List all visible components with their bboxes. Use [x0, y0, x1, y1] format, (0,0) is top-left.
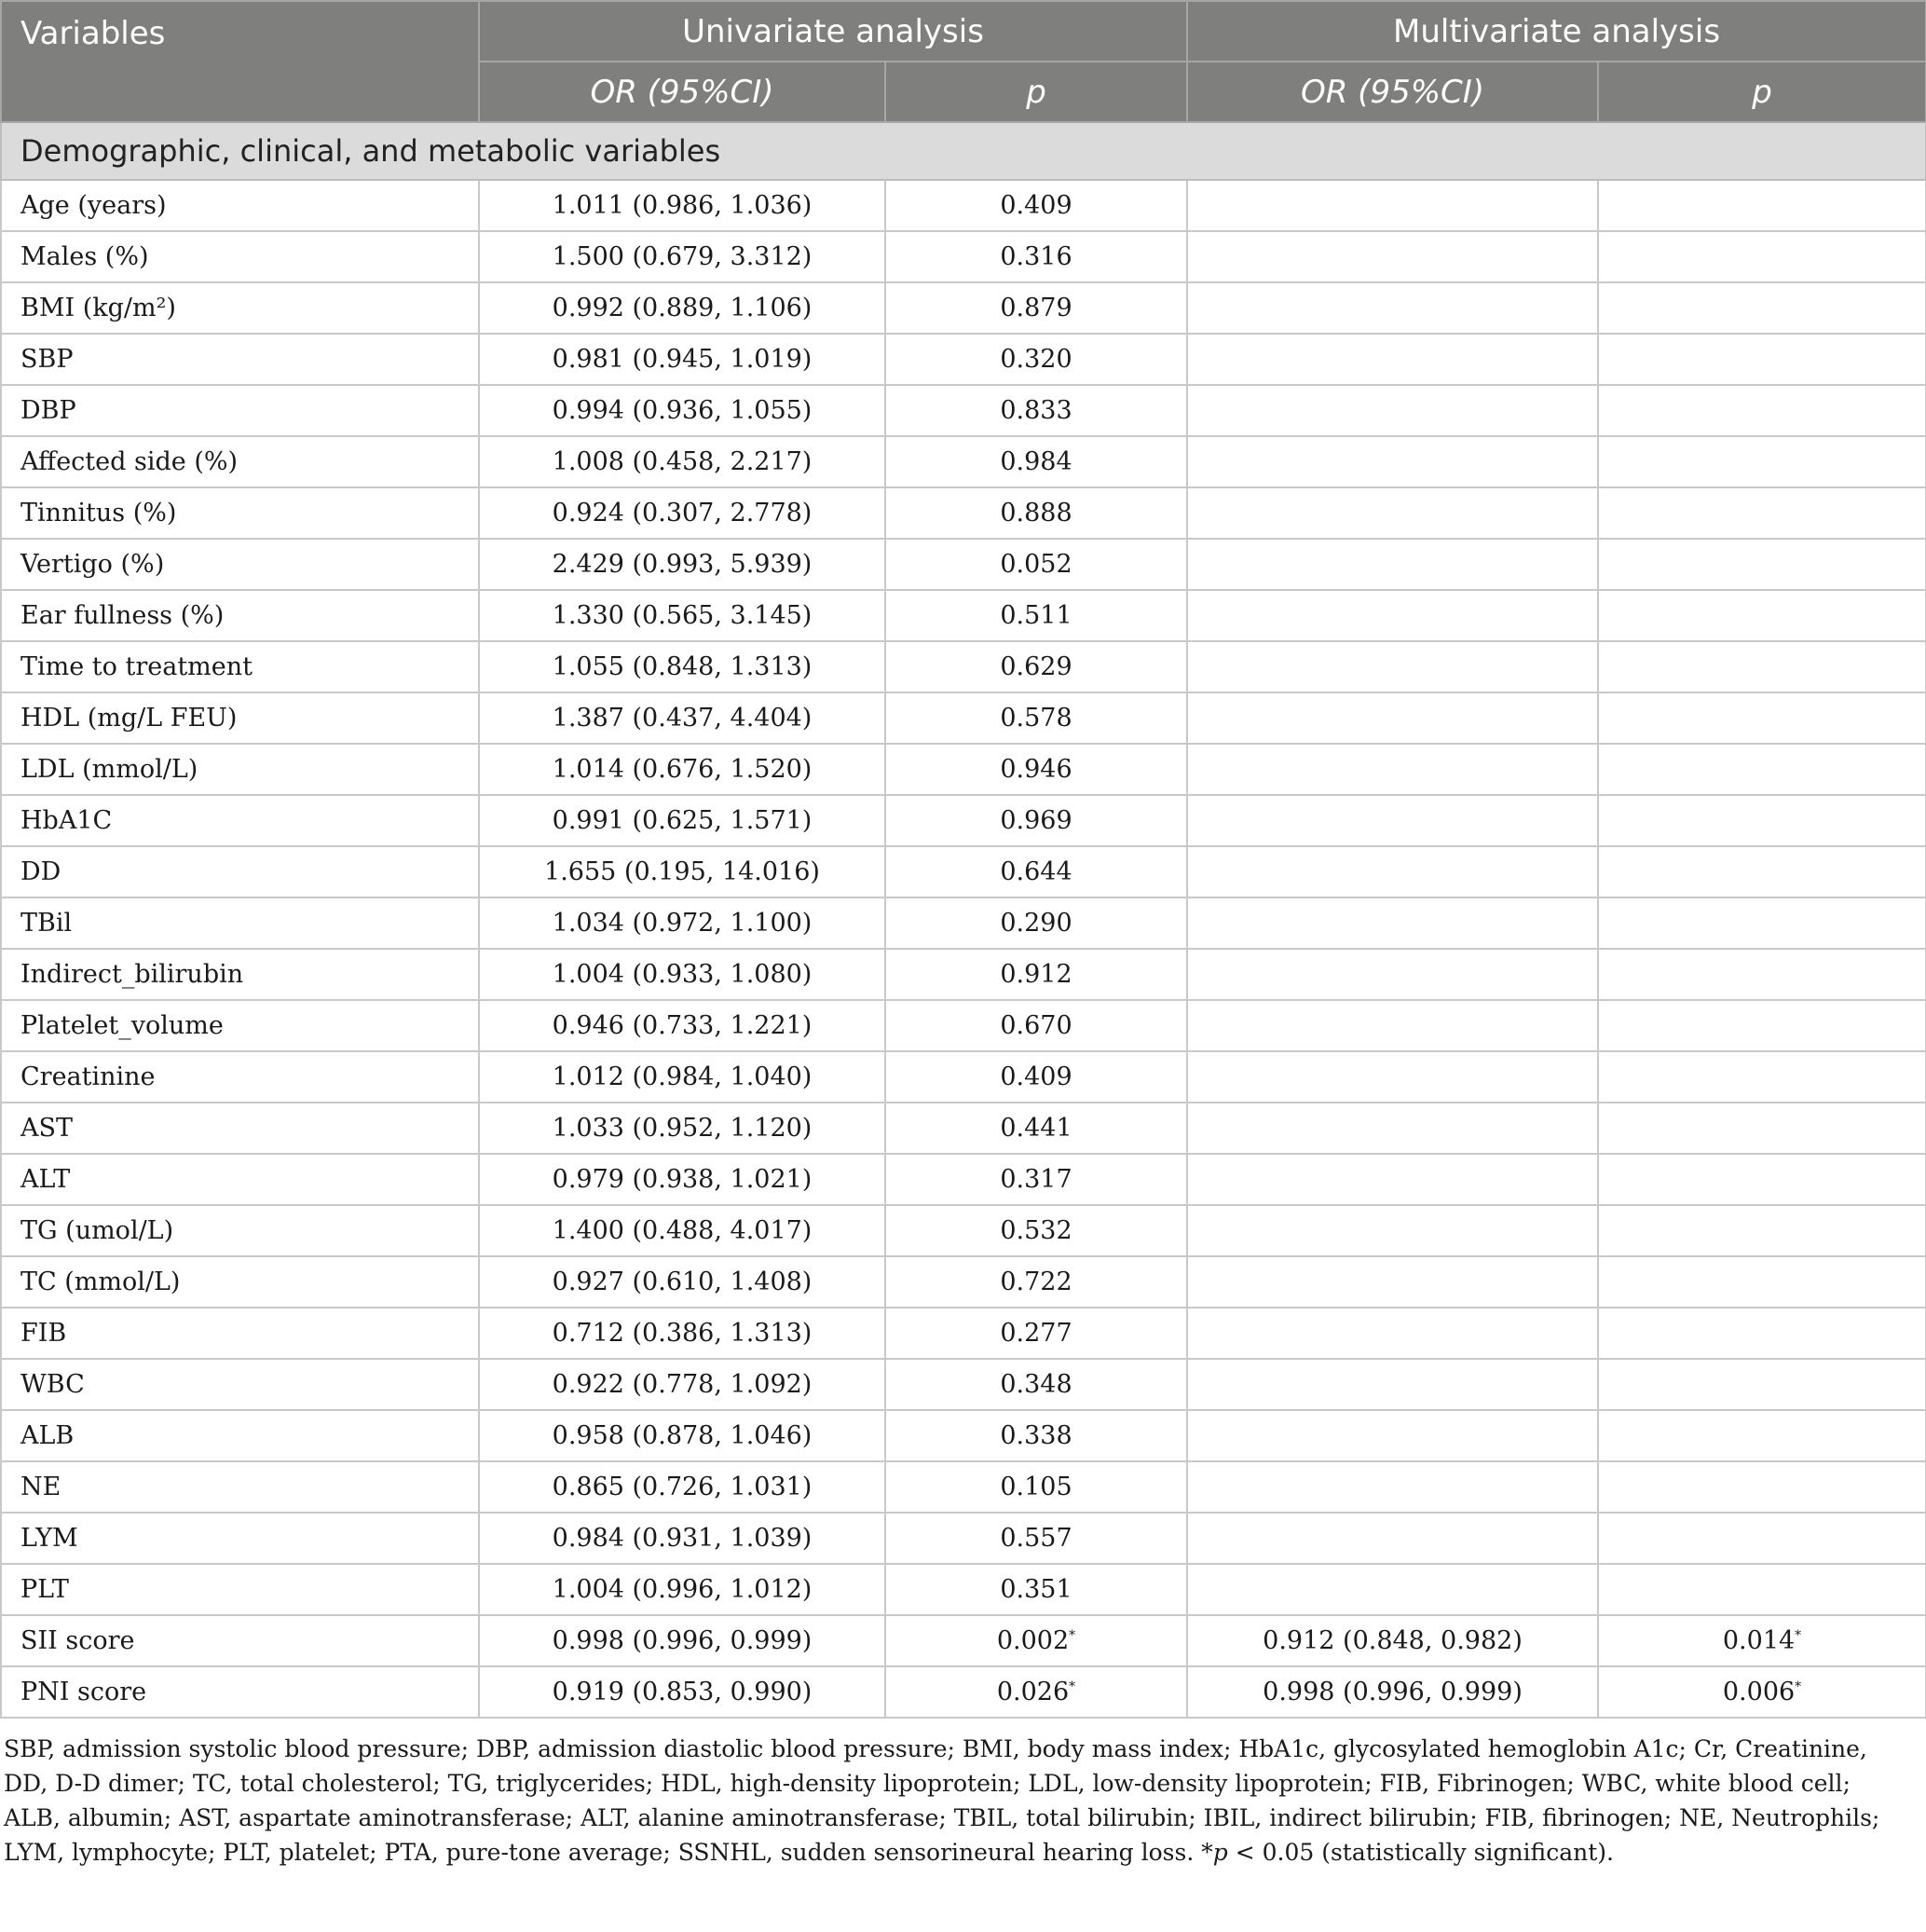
multivariate-or-cell	[1187, 641, 1598, 692]
multivariate-or-cell	[1187, 231, 1598, 282]
variable-name-cell	[1, 641, 479, 692]
univariate-p: 0.879	[1000, 294, 1072, 322]
variable-name: NE	[20, 1473, 61, 1501]
variable-name-cell	[1, 949, 479, 1000]
univariate-or: 0.958 (0.878, 1.046)	[552, 1421, 813, 1450]
multivariate-p-cell	[1598, 1410, 1926, 1461]
multivariate-or-cell	[1187, 180, 1598, 231]
univariate-or: 1.400 (0.488, 4.017)	[552, 1216, 813, 1245]
multivariate-p-cell	[1598, 1564, 1926, 1615]
variable-name: AST	[20, 1114, 74, 1143]
univariate-or-cell	[479, 1256, 885, 1308]
multivariate-or-cell	[1187, 744, 1598, 795]
variable-name-cell	[1, 1051, 479, 1103]
variable-name-cell	[1, 1154, 479, 1205]
variable-name: TC (mmol/L)	[20, 1267, 181, 1296]
variable-name: Platelet_volume	[20, 1011, 224, 1040]
table-row	[1, 1154, 1926, 1205]
table-row	[1, 1051, 1926, 1103]
univariate-or-cell	[479, 1051, 885, 1103]
variable-name-cell	[1, 1513, 479, 1564]
univariate-or: 1.004 (0.996, 1.012)	[552, 1575, 813, 1604]
univariate-or: 1.011 (0.986, 1.036)	[552, 191, 813, 220]
univariate-p-cell	[885, 846, 1187, 897]
univariate-p-cell	[885, 1103, 1187, 1154]
section-row	[1, 122, 1926, 180]
univariate-p: 0.969	[1000, 806, 1072, 835]
table-header	[1, 1, 1926, 122]
univariate-or-cell	[479, 1103, 885, 1154]
univariate-or: 0.946 (0.733, 1.221)	[552, 1011, 813, 1040]
univariate-or-cell	[479, 692, 885, 744]
univariate-or: 0.981 (0.945, 1.019)	[552, 345, 813, 374]
multivariate-or-cell	[1187, 539, 1598, 590]
footnote-p: p	[1212, 1839, 1228, 1866]
variable-name: HbA1C	[20, 806, 113, 835]
table-row	[1, 1308, 1926, 1359]
univariate-or-cell	[479, 282, 885, 334]
univariate-or-cell	[479, 385, 885, 436]
univariate-or: 1.055 (0.848, 1.313)	[552, 652, 813, 681]
multivariate-or: 0.998 (0.996, 0.999)	[1263, 1678, 1523, 1706]
univariate-p: 0.317	[1000, 1165, 1072, 1194]
univariate-or: 1.004 (0.933, 1.080)	[552, 960, 813, 989]
univariate-or: 2.429 (0.993, 5.939)	[552, 550, 813, 579]
univariate-or: 0.922 (0.778, 1.092)	[552, 1370, 813, 1399]
univariate-p: 0.348	[1000, 1370, 1072, 1399]
univariate-p-cell	[885, 1000, 1187, 1051]
univariate-or-cell	[479, 744, 885, 795]
table-row	[1, 744, 1926, 795]
multivariate-p-cell	[1598, 334, 1926, 385]
univariate-p-cell	[885, 1359, 1187, 1410]
variable-name: Ear fullness (%)	[20, 601, 225, 630]
variable-name-cell	[1, 1461, 479, 1513]
univariate-p-cell	[885, 641, 1187, 692]
univariate-or: 0.927 (0.610, 1.408)	[552, 1267, 813, 1296]
variable-name-cell	[1, 1103, 479, 1154]
multivariate-or-cell	[1187, 692, 1598, 744]
univariate-or-cell	[479, 1513, 885, 1564]
univariate-or: 1.387 (0.437, 4.404)	[552, 704, 813, 733]
header-multivariate-or: OR (95%CI)	[1187, 62, 1598, 122]
header-univariate-p: p	[885, 62, 1187, 122]
multivariate-p: 0.006	[1722, 1678, 1796, 1706]
univariate-or: 0.992 (0.889, 1.106)	[552, 294, 813, 322]
variable-name: DBP	[20, 396, 76, 425]
univariate-p-cell	[885, 1051, 1187, 1103]
univariate-or: 1.012 (0.984, 1.040)	[552, 1062, 813, 1091]
table-row	[1, 1513, 1926, 1564]
univariate-p-cell	[885, 692, 1187, 744]
univariate-or: 1.033 (0.952, 1.120)	[552, 1114, 813, 1143]
univariate-p: 0.409	[1000, 191, 1072, 220]
multivariate-or-cell	[1187, 1205, 1598, 1256]
univariate-or-cell	[479, 641, 885, 692]
multivariate-or-cell	[1187, 897, 1598, 949]
univariate-or-cell	[479, 1154, 885, 1205]
multivariate-p-cell	[1598, 1461, 1926, 1513]
variable-name-cell	[1, 1000, 479, 1051]
variable-name: TG (umol/L)	[20, 1216, 174, 1245]
univariate-or: 0.865 (0.726, 1.031)	[552, 1473, 813, 1501]
multivariate-or-cell	[1187, 590, 1598, 641]
multivariate-or-cell	[1187, 1461, 1598, 1513]
univariate-p: 0.351	[1000, 1575, 1072, 1604]
multivariate-p-cell	[1598, 897, 1926, 949]
table-row	[1, 385, 1926, 436]
table-row	[1, 1359, 1926, 1410]
multivariate-p-cell	[1598, 487, 1926, 539]
univariate-p-cell	[885, 795, 1187, 846]
univariate-p: 0.557	[1000, 1524, 1072, 1553]
multivariate-p-cell	[1598, 1051, 1926, 1103]
univariate-or-cell	[479, 897, 885, 949]
variable-name: LDL (mmol/L)	[20, 755, 198, 784]
significance-mark: *	[1069, 1679, 1076, 1694]
multivariate-p-cell	[1598, 1359, 1926, 1410]
univariate-or-cell	[479, 1205, 885, 1256]
table-row	[1, 282, 1926, 334]
multivariate-or-cell	[1187, 334, 1598, 385]
multivariate-p-cell	[1598, 1308, 1926, 1359]
table-body	[1, 122, 1926, 1718]
univariate-or-cell	[479, 1666, 885, 1718]
univariate-p: 0.026	[996, 1678, 1070, 1706]
univariate-p: 0.316	[1000, 242, 1072, 271]
variable-name-cell	[1, 897, 479, 949]
univariate-or-cell	[479, 795, 885, 846]
multivariate-p-cell	[1598, 949, 1926, 1000]
multivariate-or-cell	[1187, 1564, 1598, 1615]
variable-name-cell	[1, 846, 479, 897]
univariate-or: 0.984 (0.931, 1.039)	[552, 1524, 813, 1553]
multivariate-p-cell	[1598, 1103, 1926, 1154]
univariate-p-cell	[885, 949, 1187, 1000]
univariate-p-cell	[885, 1564, 1187, 1615]
multivariate-or-cell	[1187, 436, 1598, 487]
table-row	[1, 436, 1926, 487]
univariate-p: 0.644	[1000, 857, 1072, 886]
univariate-p-cell	[885, 436, 1187, 487]
significance-mark: *	[1795, 1628, 1802, 1643]
univariate-or: 1.500 (0.679, 3.312)	[552, 242, 813, 271]
univariate-or: 0.712 (0.386, 1.313)	[552, 1319, 813, 1348]
univariate-p-cell	[885, 1205, 1187, 1256]
variable-name-cell	[1, 1615, 479, 1666]
variable-name-cell	[1, 1666, 479, 1718]
table-row	[1, 1615, 1926, 1666]
univariate-p-cell	[885, 1256, 1187, 1308]
univariate-or-cell	[479, 1000, 885, 1051]
variable-name: ALT	[20, 1165, 71, 1194]
univariate-or: 0.979 (0.938, 1.021)	[552, 1165, 813, 1194]
variable-name-cell	[1, 1308, 479, 1359]
univariate-p: 0.946	[1000, 755, 1072, 784]
multivariate-p-cell	[1598, 1256, 1926, 1308]
variable-name: Indirect_bilirubin	[20, 960, 244, 989]
univariate-p: 0.320	[1000, 345, 1072, 374]
variable-name: Age (years)	[20, 191, 167, 220]
multivariate-p-cell	[1598, 1666, 1926, 1718]
variable-name: Time to treatment	[20, 652, 253, 681]
univariate-or: 0.924 (0.307, 2.778)	[552, 499, 813, 528]
table-row	[1, 795, 1926, 846]
multivariate-or-cell	[1187, 1410, 1598, 1461]
univariate-p-cell	[885, 385, 1187, 436]
section-title: Demographic, clinical, and metabolic variables	[1, 122, 1926, 180]
multivariate-or-cell	[1187, 795, 1598, 846]
univariate-p-cell	[885, 1410, 1187, 1461]
univariate-p: 0.409	[1000, 1062, 1072, 1091]
footnote-significance: < 0.05 (statistically significant).	[1227, 1839, 1614, 1866]
multivariate-p-cell	[1598, 1154, 1926, 1205]
univariate-or: 0.994 (0.936, 1.055)	[552, 396, 813, 425]
univariate-p-cell	[885, 487, 1187, 539]
multivariate-or-cell	[1187, 1666, 1598, 1718]
univariate-p-cell	[885, 1308, 1187, 1359]
variable-name-cell	[1, 231, 479, 282]
univariate-or-cell	[479, 949, 885, 1000]
variable-name-cell	[1, 334, 479, 385]
multivariate-or-cell	[1187, 1359, 1598, 1410]
table-row	[1, 539, 1926, 590]
multivariate-p-cell	[1598, 539, 1926, 590]
multivariate-or-cell	[1187, 1103, 1598, 1154]
univariate-or: 0.991 (0.625, 1.571)	[552, 806, 813, 835]
multivariate-or-cell	[1187, 385, 1598, 436]
variable-name: SII score	[20, 1626, 135, 1655]
univariate-p: 0.338	[1000, 1421, 1072, 1450]
univariate-or-cell	[479, 590, 885, 641]
variable-name: Tinnitus (%)	[20, 499, 177, 528]
univariate-or: 1.008 (0.458, 2.217)	[552, 447, 813, 476]
univariate-or: 0.919 (0.853, 0.990)	[552, 1678, 813, 1706]
univariate-or-cell	[479, 846, 885, 897]
multivariate-p: 0.014	[1722, 1626, 1796, 1655]
univariate-p-cell	[885, 539, 1187, 590]
multivariate-p-cell	[1598, 846, 1926, 897]
variable-name-cell	[1, 487, 479, 539]
multivariate-or-cell	[1187, 949, 1598, 1000]
header-variables: Variables	[1, 1, 479, 122]
table-row	[1, 692, 1926, 744]
variable-name-cell	[1, 1564, 479, 1615]
table-row	[1, 1205, 1926, 1256]
univariate-or-cell	[479, 436, 885, 487]
variable-name: PNI score	[20, 1678, 147, 1706]
variable-name: PLT	[20, 1575, 69, 1604]
variable-name-cell	[1, 1359, 479, 1410]
multivariate-p-cell	[1598, 436, 1926, 487]
variable-name: BMI (kg/m²)	[20, 294, 176, 322]
variable-name-cell	[1, 385, 479, 436]
univariate-or: 1.034 (0.972, 1.100)	[552, 909, 813, 938]
univariate-p-cell	[885, 1615, 1187, 1666]
header-univariate-or: OR (95%CI)	[479, 62, 885, 122]
table-row	[1, 1461, 1926, 1513]
multivariate-p-cell	[1598, 744, 1926, 795]
univariate-p: 0.290	[1000, 909, 1072, 938]
univariate-or-cell	[479, 180, 885, 231]
univariate-p-cell	[885, 744, 1187, 795]
multivariate-or-cell	[1187, 1513, 1598, 1564]
multivariate-or: 0.912 (0.848, 0.982)	[1263, 1626, 1523, 1655]
footnote-star: *	[1201, 1839, 1213, 1866]
variable-name-cell	[1, 744, 479, 795]
variable-name-cell	[1, 1205, 479, 1256]
footnote-text: SBP, admission systolic blood pressure; DBP, admission diastolic blood pressure; BMI, body mass index; HbA1c, glycosylated hemoglobin A1c; Cr, Creatinine, DD, D-D dimer; TC, total cholesterol; TG, triglycerides; HDL, high-density lipoprotein; LDL, low-density lipoprotein; FIB, Fibrinogen; WBC, white blood cell; ALB, albumin; AST, aspartate aminotransferase; ALT, alanine aminotransferase; TBIL, total bilirubin; IBIL, indirect bilirubin; FIB, fibrinogen; NE, Neutrophils; LYM, lymphocyte; PLT, platelet; PTA, pure-tone average; SSNHL, sudden sensorineural hearing loss.	[4, 1735, 1880, 1866]
univariate-p-cell	[885, 231, 1187, 282]
header-univariate: Univariate analysis	[479, 1, 1187, 62]
variable-name-cell	[1, 282, 479, 334]
table-row	[1, 1666, 1926, 1718]
univariate-p: 0.277	[1000, 1319, 1072, 1348]
variable-name: TBil	[20, 909, 73, 938]
table-row	[1, 180, 1926, 231]
univariate-or-cell	[479, 231, 885, 282]
univariate-p: 0.578	[1000, 704, 1072, 733]
multivariate-p-cell	[1598, 282, 1926, 334]
multivariate-or-cell	[1187, 1615, 1598, 1666]
univariate-or: 1.655 (0.195, 14.016)	[544, 857, 820, 886]
multivariate-p-cell	[1598, 1513, 1926, 1564]
multivariate-p-cell	[1598, 1615, 1926, 1666]
univariate-p-cell	[885, 334, 1187, 385]
univariate-or-cell	[479, 1461, 885, 1513]
table-row	[1, 590, 1926, 641]
univariate-p-cell	[885, 590, 1187, 641]
univariate-p: 0.105	[1000, 1473, 1072, 1501]
variable-name: Creatinine	[20, 1062, 156, 1091]
variable-name: FIB	[20, 1319, 67, 1348]
variable-name-cell	[1, 539, 479, 590]
univariate-p: 0.984	[1000, 447, 1072, 476]
multivariate-or-cell	[1187, 1154, 1598, 1205]
univariate-p-cell	[885, 1666, 1187, 1718]
variable-name-cell	[1, 1256, 479, 1308]
univariate-or-cell	[479, 1410, 885, 1461]
table-row	[1, 1564, 1926, 1615]
variable-name-cell	[1, 436, 479, 487]
table-row	[1, 897, 1926, 949]
table-row	[1, 1000, 1926, 1051]
variable-name: Affected side (%)	[20, 447, 239, 476]
multivariate-or-cell	[1187, 487, 1598, 539]
univariate-p: 0.912	[1000, 960, 1072, 989]
table-row	[1, 1410, 1926, 1461]
table-row	[1, 949, 1926, 1000]
table-row	[1, 334, 1926, 385]
multivariate-or-cell	[1187, 1000, 1598, 1051]
univariate-p-cell	[885, 897, 1187, 949]
table-row	[1, 1103, 1926, 1154]
table-row	[1, 641, 1926, 692]
multivariate-p-cell	[1598, 180, 1926, 231]
univariate-p-cell	[885, 1513, 1187, 1564]
multivariate-or-cell	[1187, 1308, 1598, 1359]
variable-name: DD	[20, 857, 61, 886]
univariate-p-cell	[885, 1461, 1187, 1513]
header-multivariate: Multivariate analysis	[1187, 1, 1926, 62]
variable-name-cell	[1, 590, 479, 641]
univariate-or-cell	[479, 334, 885, 385]
table-row	[1, 487, 1926, 539]
univariate-p: 0.511	[1000, 601, 1072, 630]
univariate-p-cell	[885, 282, 1187, 334]
univariate-p: 0.722	[1000, 1267, 1072, 1296]
variable-name-cell	[1, 795, 479, 846]
univariate-or: 1.014 (0.676, 1.520)	[552, 755, 813, 784]
variable-name-cell	[1, 180, 479, 231]
variable-name: LYM	[20, 1524, 78, 1553]
table-row	[1, 1256, 1926, 1308]
significance-mark: *	[1795, 1679, 1802, 1694]
univariate-p: 0.532	[1000, 1216, 1072, 1245]
multivariate-p-cell	[1598, 795, 1926, 846]
univariate-or-cell	[479, 1615, 885, 1666]
multivariate-p-cell	[1598, 692, 1926, 744]
variable-name-cell	[1, 692, 479, 744]
univariate-or: 1.330 (0.565, 3.145)	[552, 601, 813, 630]
univariate-or-cell	[479, 1308, 885, 1359]
header-multivariate-p: p	[1598, 62, 1926, 122]
univariate-p: 0.629	[1000, 652, 1072, 681]
variable-name: ALB	[20, 1421, 75, 1450]
univariate-p-cell	[885, 180, 1187, 231]
univariate-p: 0.002	[996, 1626, 1070, 1655]
univariate-p-cell	[885, 1154, 1187, 1205]
univariate-p: 0.052	[1000, 550, 1072, 579]
variable-name: HDL (mg/L FEU)	[20, 704, 238, 733]
significance-mark: *	[1069, 1628, 1076, 1643]
univariate-or-cell	[479, 1564, 885, 1615]
univariate-or-cell	[479, 539, 885, 590]
variable-name: SBP	[20, 345, 74, 374]
multivariate-p-cell	[1598, 231, 1926, 282]
multivariate-p-cell	[1598, 385, 1926, 436]
univariate-or: 0.998 (0.996, 0.999)	[552, 1626, 813, 1655]
univariate-p: 0.833	[1000, 396, 1072, 425]
multivariate-p-cell	[1598, 1000, 1926, 1051]
multivariate-p-cell	[1598, 641, 1926, 692]
table-footnote	[0, 1719, 1919, 1870]
table-row	[1, 846, 1926, 897]
multivariate-or-cell	[1187, 282, 1598, 334]
multivariate-or-cell	[1187, 1256, 1598, 1308]
variable-name-cell	[1, 1410, 479, 1461]
univariate-p: 0.888	[1000, 499, 1072, 528]
variable-name: WBC	[20, 1370, 85, 1399]
univariate-or-cell	[479, 1359, 885, 1410]
multivariate-p-cell	[1598, 590, 1926, 641]
multivariate-or-cell	[1187, 846, 1598, 897]
multivariate-p-cell	[1598, 1205, 1926, 1256]
variable-name: Males (%)	[20, 242, 149, 271]
variable-name: Vertigo (%)	[20, 550, 165, 579]
table-row	[1, 231, 1926, 282]
univariate-or-cell	[479, 487, 885, 539]
multivariate-or-cell	[1187, 1051, 1598, 1103]
univariate-p: 0.670	[1000, 1011, 1072, 1040]
univariate-p: 0.441	[1000, 1114, 1072, 1143]
